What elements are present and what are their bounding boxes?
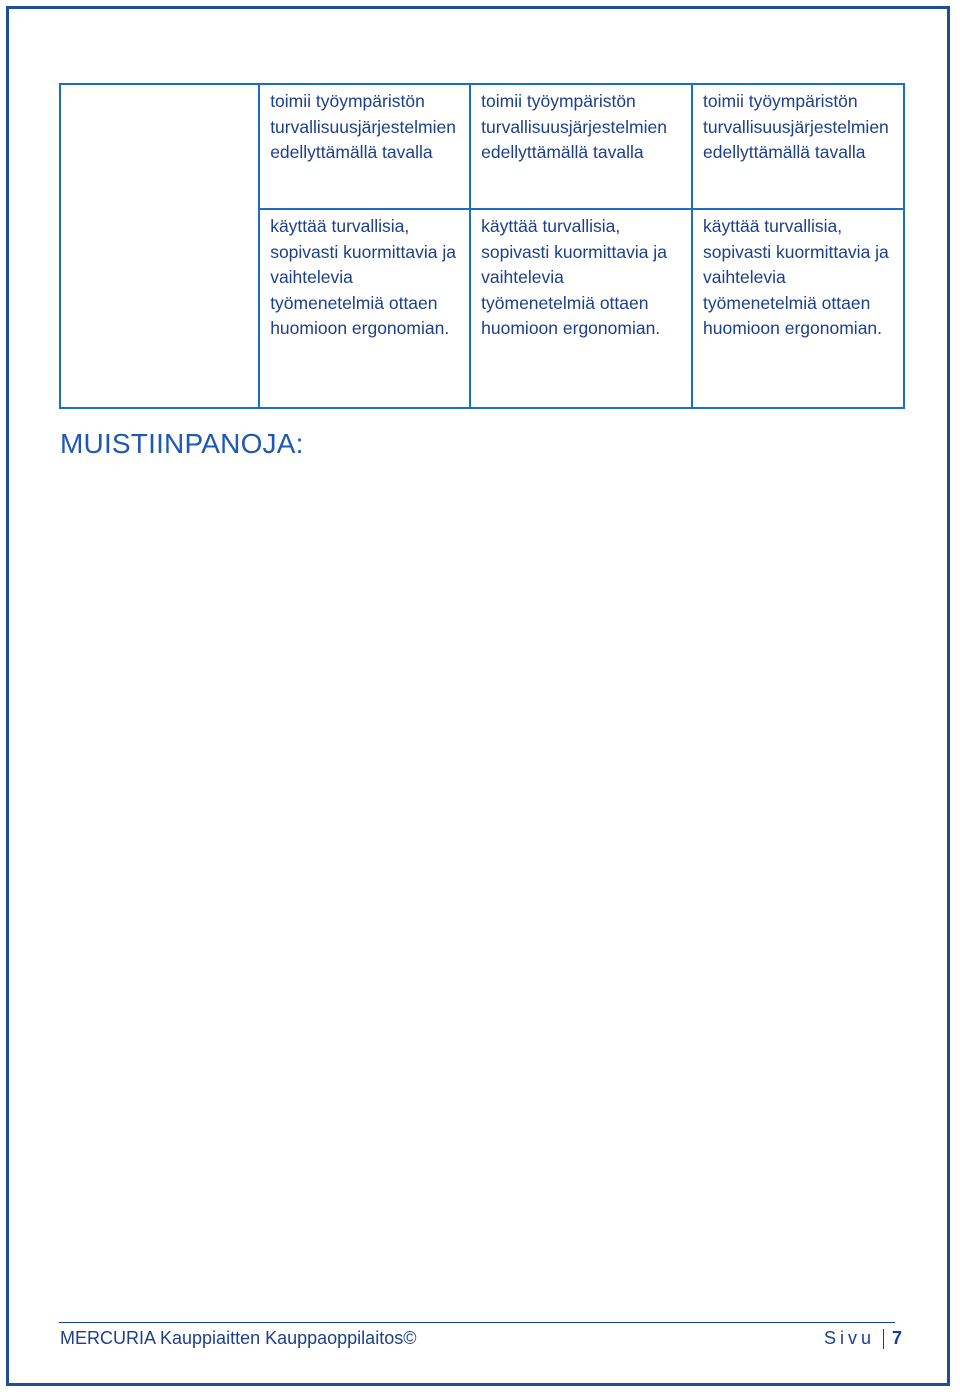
cell-text: käyttää turvallisia, sopivasti kuormittavia ja vaihtelevia työmenetelmiä ottaen huomioon ergonomian. xyxy=(703,216,889,338)
page-word: Sivu xyxy=(823,1328,875,1348)
notes-heading: MUISTIINPANOJA: xyxy=(60,428,304,459)
table-cell xyxy=(259,209,470,408)
table-row xyxy=(60,84,904,209)
table-cell xyxy=(692,84,904,209)
cell-text: toimii työympäristön turvallisuusjärjestelmien edellyttämällä tavalla xyxy=(481,91,667,162)
empty-label-cell xyxy=(60,84,259,408)
page-footer xyxy=(60,1328,902,1354)
cell-text: käyttää turvallisia, sopivasti kuormittavia ja vaihtelevia työmenetelmiä ottaen huomioon ergonomian. xyxy=(270,216,456,338)
page-separator xyxy=(883,1329,884,1349)
table-cell xyxy=(692,209,904,408)
cell-text: käyttää turvallisia, sopivasti kuormittavia ja vaihtelevia työmenetelmiä ottaen huomioon ergonomian. xyxy=(481,216,667,338)
page-number: 7 xyxy=(891,1328,902,1348)
table-cell xyxy=(259,84,470,209)
table-cell xyxy=(470,84,692,209)
table-cell xyxy=(470,209,692,408)
criteria-table xyxy=(59,83,905,409)
cell-text: toimii työympäristön turvallisuusjärjestelmien edellyttämällä tavalla xyxy=(703,91,889,162)
page-indicator xyxy=(824,1328,902,1349)
cell-text: toimii työympäristön turvallisuusjärjestelmien edellyttämällä tavalla xyxy=(270,91,456,162)
footer-divider xyxy=(59,1322,895,1323)
footer-brand: MERCURIA Kauppiaitten Kauppaoppilaitos© xyxy=(60,1328,417,1348)
